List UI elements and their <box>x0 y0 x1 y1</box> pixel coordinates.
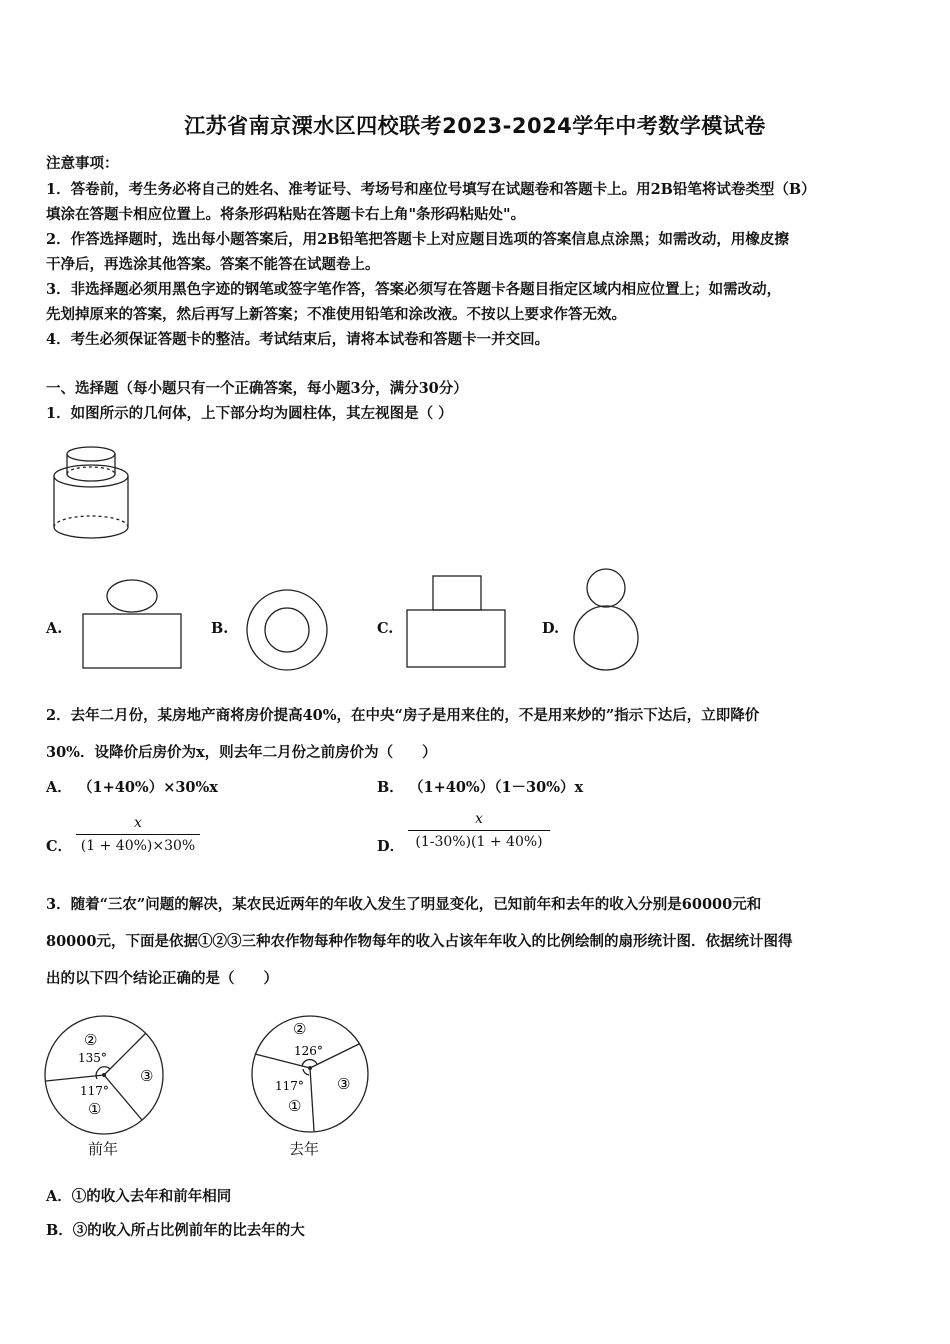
q1-option-a-label[interactable]: A. <box>46 620 63 637</box>
notice-line: 3．非选择题必须用黑色字迹的钢笔或签字笔作答，答案必须写在答题卡各题目指定区域内相应位置上；如需改动， <box>46 281 782 298</box>
page-title: 江苏省南京溧水区四校联考2023-2024学年中考数学模试卷 <box>184 114 766 138</box>
fraction-denominator: (1-30%)(1 + 40%) <box>408 830 550 850</box>
q2-option-b-label[interactable]: B． <box>377 779 404 796</box>
pie1-angle-top: 135° <box>78 1051 107 1065</box>
pie1-caption: 前年 <box>88 1140 119 1158</box>
question-2-stem: 2．去年二月份，某房地产商将房价提高40%，在中央“房子是用来住的，不是用来炒的”指示下达后，立即降价 <box>46 707 760 724</box>
q2-option-c-label[interactable]: C． <box>46 838 73 855</box>
q2-option-d-label[interactable]: D． <box>377 838 405 855</box>
q1-option-d-label[interactable]: D. <box>542 620 560 637</box>
q1-option-c-figure <box>404 574 508 672</box>
q2-option-a-label[interactable]: A． <box>46 779 72 796</box>
pie1-label-3: ③ <box>140 1067 154 1085</box>
pie-chart-previous-year <box>40 1008 170 1138</box>
q1-option-c-label[interactable]: C. <box>377 620 394 637</box>
q3-option-a[interactable]: A．①的收入去年和前年相同 <box>46 1188 232 1205</box>
fraction-denominator: (1 + 40%)×30% <box>76 834 200 854</box>
pie-chart-last-year <box>246 1008 376 1138</box>
q1-option-b-figure <box>244 578 330 674</box>
q3-option-b[interactable]: B．③的收入所占比例前年的比去年的大 <box>46 1222 305 1239</box>
notice-line: 1．答卷前，考生务必将自己的姓名、准考证号、考场号和座位号填写在试题卷和答题卡上。用2B铅笔将试卷类型（B） <box>46 181 816 198</box>
question-3-stem: 80000元，下面是依据①②③三种农作物每种作物每年的收入占该年年收入的比例绘制的扇形统计图．依据统计图得 <box>46 933 793 950</box>
q2-option-b-text: （1+40%）（1－30%）x <box>409 779 584 796</box>
q1-option-b-label[interactable]: B. <box>211 620 229 637</box>
pie2-caption: 去年 <box>289 1140 320 1158</box>
cylinder-solid-figure <box>46 440 136 540</box>
notice-heading: 注意事项： <box>46 155 119 172</box>
pie1-label-1: ① <box>88 1100 102 1118</box>
question-3-stem: 出的以下四个结论正确的是（ ） <box>46 970 278 987</box>
fraction-numerator: x <box>475 811 483 827</box>
pie1-angle-bottom: 117° <box>80 1084 109 1098</box>
notice-line: 2．作答选择题时，选出每小题答案后，用2B铅笔把答题卡上对应题目选项的答案信息点涂黑；如需改动，用橡皮擦 <box>46 231 789 248</box>
notice-line: 先划掉原来的答案，然后再写上新答案；不准使用铅笔和涂改液。不按以上要求作答无效。 <box>46 306 626 323</box>
notice-line: 填涂在答题卡相应位置上。将条形码粘贴在答题卡右上角"条形码粘贴处"。 <box>46 206 526 223</box>
q1-option-a-figure <box>80 574 184 672</box>
pie2-label-1: ① <box>288 1097 302 1115</box>
q2-option-d-fraction <box>408 811 550 850</box>
pie2-label-2: ② <box>293 1020 307 1038</box>
pie2-label-3: ③ <box>337 1075 351 1093</box>
q2-option-c-fraction <box>76 815 200 854</box>
question-3-stem: 3．随着“三农”问题的解决，某农民近两年的年收入发生了明显变化，已知前年和去年的收入分别是60000元和 <box>46 896 762 913</box>
pie2-angle-bottom: 117° <box>275 1079 304 1093</box>
question-1-stem: 1．如图所示的几何体，上下部分均为圆柱体，其左视图是（ ） <box>46 405 453 422</box>
section-heading: 一、选择题（每小题只有一个正确答案，每小题3分，满分30分） <box>46 380 468 397</box>
notice-line: 干净后，再选涂其他答案。答案不能答在试题卷上。 <box>46 256 380 273</box>
notice-line: 4．考生必须保证答题卡的整洁。考试结束后，请将本试卷和答题卡一并交回。 <box>46 331 550 348</box>
q1-option-d-figure <box>570 566 642 676</box>
q2-option-a-text: （1+40%）×30%x <box>78 779 218 796</box>
question-2-stem: 30%．设降价后房价为x，则去年二月份之前房价为（ ） <box>46 744 437 761</box>
pie1-label-2: ② <box>84 1031 98 1049</box>
fraction-numerator: x <box>134 815 142 831</box>
pie2-angle-top: 126° <box>294 1044 323 1058</box>
